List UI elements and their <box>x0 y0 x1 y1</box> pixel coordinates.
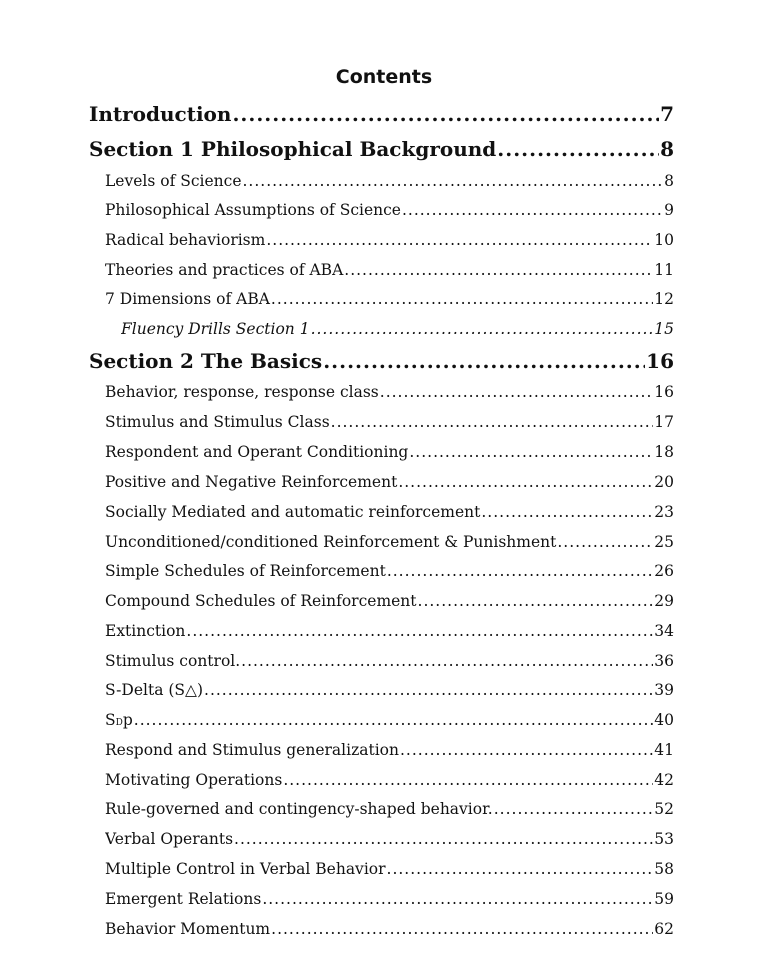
toc-entry-label: Compound Schedules of Reinforcement <box>105 592 417 610</box>
toc-entry-label: Extinction <box>105 622 186 640</box>
toc-entry[interactable] <box>105 198 674 222</box>
toc-entry[interactable] <box>105 500 674 524</box>
toc-entry-label: Multiple Control in Verbal Behavior <box>105 860 386 878</box>
toc-entry[interactable] <box>105 559 674 583</box>
toc-entry-page-number: 9 <box>664 201 674 219</box>
toc-entry[interactable] <box>89 134 674 164</box>
toc-entry[interactable] <box>105 470 674 494</box>
toc-entry-label: S <box>105 711 116 729</box>
dot-leader <box>241 649 653 673</box>
toc-entry[interactable] <box>105 410 674 434</box>
toc-entry-page-number: 7 <box>660 102 674 126</box>
dot-leader <box>344 258 653 282</box>
toc-entry[interactable] <box>121 317 674 341</box>
dot-leader <box>311 317 654 341</box>
toc-entry-label: Section 1 Philosophical Background <box>89 137 497 161</box>
dot-leader <box>271 287 653 311</box>
dot-leader <box>271 917 653 941</box>
dot-leader <box>204 678 653 702</box>
toc-entry-label: 7 Dimensions of ABA <box>105 290 270 308</box>
dot-leader <box>232 99 659 129</box>
dot-leader <box>323 346 645 376</box>
toc-entry-page-number: 26 <box>654 562 674 580</box>
toc-entry-page-number: 16 <box>654 383 674 401</box>
dot-leader <box>234 827 653 851</box>
toc-entry-page-number: 17 <box>654 413 674 431</box>
toc-entry-label: Unconditioned/conditioned Reinforcement & Punishment <box>105 533 557 551</box>
toc-entry[interactable] <box>105 380 674 404</box>
toc-entry-label: Respond and Stimulus generalization <box>105 741 399 759</box>
toc-entry-page-number: 10 <box>654 231 674 249</box>
toc-entry-label: Respondent and Operant Conditioning <box>105 443 409 461</box>
toc-entry-label: Theories and practices of ABA <box>105 261 344 279</box>
toc-entry[interactable] <box>105 228 674 252</box>
toc-entry-page-number: 34 <box>654 622 674 640</box>
toc-entry-label: Positive and Negative Reinforcement <box>105 473 398 491</box>
toc-entry-page-number: 15 <box>654 320 674 338</box>
toc-entry[interactable] <box>105 708 674 735</box>
dot-leader <box>262 887 653 911</box>
toc-entry[interactable] <box>105 768 674 792</box>
toc-entry-page-number: 41 <box>654 741 674 759</box>
dot-leader <box>409 440 653 464</box>
toc-entry-page-number: 59 <box>654 890 674 908</box>
toc-entry-label: Behavior, response, response class <box>105 383 379 401</box>
toc-entry[interactable] <box>105 287 674 311</box>
toc-entry-page-number: 25 <box>654 533 674 551</box>
dot-leader <box>387 559 653 583</box>
toc-entry-page-number: 52 <box>654 800 674 818</box>
toc-entry-label: Emergent Relations <box>105 890 262 908</box>
toc-entry[interactable] <box>105 649 674 673</box>
toc-entry-page-number: 8 <box>660 137 674 161</box>
toc-entry-page-number: 29 <box>654 592 674 610</box>
toc-entry-page-number: 12 <box>654 290 674 308</box>
toc-entry[interactable] <box>105 678 674 702</box>
toc-entry-label: S-Delta (S△) <box>105 681 204 699</box>
dot-leader <box>398 470 653 494</box>
dot-leader <box>266 228 653 252</box>
toc-entry[interactable] <box>105 169 674 193</box>
toc-entry[interactable] <box>105 887 674 911</box>
toc-entry[interactable] <box>89 99 674 129</box>
dot-leader <box>134 708 653 732</box>
toc-entry-page-number: 42 <box>654 771 674 789</box>
dot-leader <box>380 380 654 404</box>
dot-leader <box>186 619 653 643</box>
dot-leader <box>557 530 653 554</box>
toc-entry[interactable] <box>105 738 674 762</box>
dot-leader <box>243 169 664 193</box>
toc-entry-page-number: 18 <box>654 443 674 461</box>
dot-leader <box>402 198 663 222</box>
toc-entry-page-number: 53 <box>654 830 674 848</box>
toc-entry[interactable] <box>105 619 674 643</box>
toc-entry-label: Motivating Operations <box>105 771 283 789</box>
toc-entry-label: Rule-governed and contingency-shaped behavior. <box>105 800 493 818</box>
toc-entry-label-superscript: D <box>115 718 123 728</box>
toc-entry[interactable] <box>89 346 674 376</box>
toc-entry-label: Verbal Operants <box>105 830 234 848</box>
toc-entry[interactable] <box>105 258 674 282</box>
dot-leader <box>494 797 654 821</box>
toc-entry-page-number: 16 <box>646 349 674 373</box>
toc-title: Contents <box>335 66 433 88</box>
toc-entry-label: Section 2 The Basics <box>89 349 323 373</box>
dot-leader <box>497 134 659 164</box>
dot-leader <box>481 500 653 524</box>
toc-entry-page-number: 11 <box>654 261 674 279</box>
dot-leader <box>418 589 654 613</box>
toc-entry-label: Radical behaviorism <box>105 231 266 249</box>
toc-entry-page-number: 36 <box>654 652 674 670</box>
toc-entry[interactable] <box>105 797 674 821</box>
toc-entry-page-number: 62 <box>654 920 674 938</box>
toc-entry-label: Stimulus and Stimulus Class <box>105 413 330 431</box>
toc-entry-page-number: 8 <box>664 172 674 190</box>
toc-entry[interactable] <box>105 827 674 851</box>
toc-entry[interactable] <box>105 857 674 881</box>
toc-entry[interactable] <box>105 440 674 464</box>
toc-entry-label: Fluency Drills Section 1 <box>121 320 310 338</box>
toc-entry-label: Simple Schedules of Reinforcement <box>105 562 386 580</box>
toc-entry-label: Stimulus control. <box>105 652 241 670</box>
toc-entry[interactable] <box>105 917 674 941</box>
dot-leader <box>400 738 653 762</box>
toc-entry[interactable] <box>105 589 674 613</box>
dot-leader <box>387 857 654 881</box>
toc-entry-label: Levels of Science <box>105 172 242 190</box>
toc-entry-page-number: 40 <box>654 711 674 729</box>
toc-entry-label-suffix: p <box>122 711 133 729</box>
dot-leader <box>331 410 654 434</box>
toc-entry-label: Behavior Momentum <box>105 920 271 938</box>
toc-entry-page-number: 58 <box>654 860 674 878</box>
toc-entry[interactable] <box>105 530 674 554</box>
toc-entry-label: Introduction <box>89 102 232 126</box>
toc-entry-label: Philosophical Assumptions of Science <box>105 201 401 219</box>
toc-entry-page-number: 39 <box>654 681 674 699</box>
toc-entry-page-number: 20 <box>654 473 674 491</box>
toc-entry-label: Socially Mediated and automatic reinforcement <box>105 503 481 521</box>
toc-entry-page-number: 23 <box>654 503 674 521</box>
dot-leader <box>283 768 653 792</box>
